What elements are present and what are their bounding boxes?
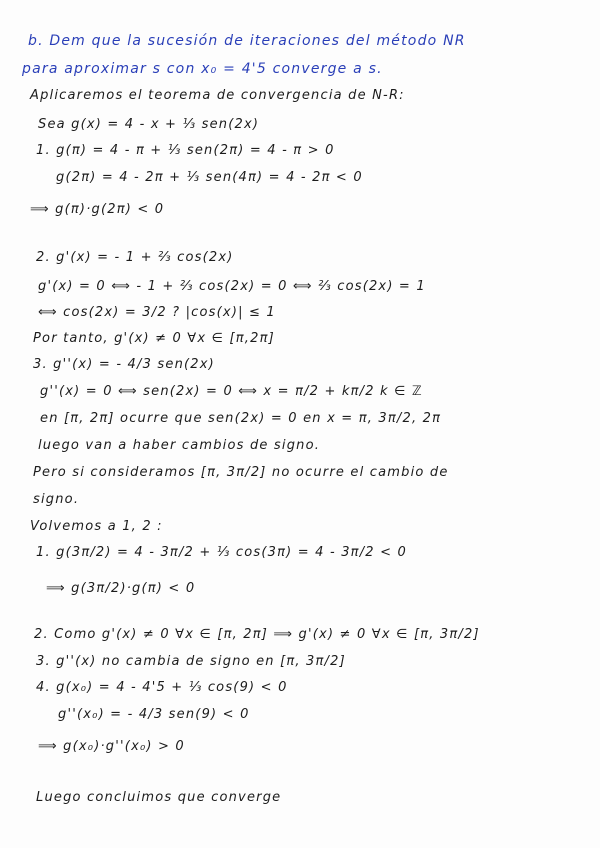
- text-line-18: Volvemos a 1, 2 :: [30, 519, 163, 534]
- text-line-4: Sea g(x) = 4 - x + ⅓ sen(2x): [38, 117, 260, 132]
- text-line-11: Por tanto, g'(x) ≠ 0 ∀x ∈ [π,2π]: [33, 331, 275, 346]
- text-line-12: 3. g''(x) = - 4/3 sen(2x): [33, 357, 215, 372]
- text-line-19: 1. g(3π/2) = 4 - 3π/2 + ⅓ cos(3π) = 4 - 3π/2 < 0: [36, 545, 407, 560]
- text-line-7: ⟹ g(π)·g(2π) < 0: [30, 202, 165, 217]
- text-line-26: Luego concluimos que converge: [36, 790, 282, 805]
- heading-line-1: b. Dem que la sucesión de iteraciones del método NR: [28, 33, 466, 49]
- text-line-13: g''(x) = 0 ⟺ sen(2x) = 0 ⟺ x = π/2 + kπ/2 k ∈ ℤ: [40, 384, 423, 399]
- text-line-21: 2. Como g'(x) ≠ 0 ∀x ∈ [π, 2π] ⟹ g'(x) ≠ 0 ∀x ∈ [π, 3π/2]: [34, 627, 480, 642]
- text-line-5: 1. g(π) = 4 - π + ⅓ sen(2π) = 4 - π > 0: [36, 143, 335, 158]
- text-line-15: luego van a haber cambios de signo.: [38, 438, 321, 453]
- text-line-25: ⟹ g(x₀)·g''(x₀) > 0: [38, 739, 185, 754]
- text-line-22: 3. g''(x) no cambia de signo en [π, 3π/2]: [36, 654, 346, 669]
- heading-line-2: para aproximar s con x₀ = 4'5 converge a s.: [22, 61, 383, 77]
- text-line-16: Pero si consideramos [π, 3π/2] no ocurre el cambio de: [33, 465, 449, 480]
- text-line-3: Aplicaremos el teorema de convergencia de N-R:: [30, 88, 405, 103]
- text-line-20: ⟹ g(3π/2)·g(π) < 0: [46, 581, 196, 596]
- text-line-6: g(2π) = 4 - 2π + ⅓ sen(4π) = 4 - 2π < 0: [56, 170, 363, 185]
- text-line-14: en [π, 2π] ocurre que sen(2x) = 0 en x = π, 3π/2, 2π: [40, 411, 442, 426]
- text-line-9: g'(x) = 0 ⟺ - 1 + ⅔ cos(2x) = 0 ⟺ ⅔ cos(2x) = 1: [38, 279, 426, 294]
- text-line-24: g''(x₀) = - 4/3 sen(9) < 0: [58, 707, 250, 722]
- text-line-8: 2. g'(x) = - 1 + ⅔ cos(2x): [36, 250, 234, 265]
- text-line-17: signo.: [33, 492, 80, 507]
- text-line-10: ⟺ cos(2x) = 3/2 ? |cos(x)| ≤ 1: [38, 305, 276, 320]
- text-line-23: 4. g(x₀) = 4 - 4'5 + ⅓ cos(9) < 0: [36, 680, 288, 695]
